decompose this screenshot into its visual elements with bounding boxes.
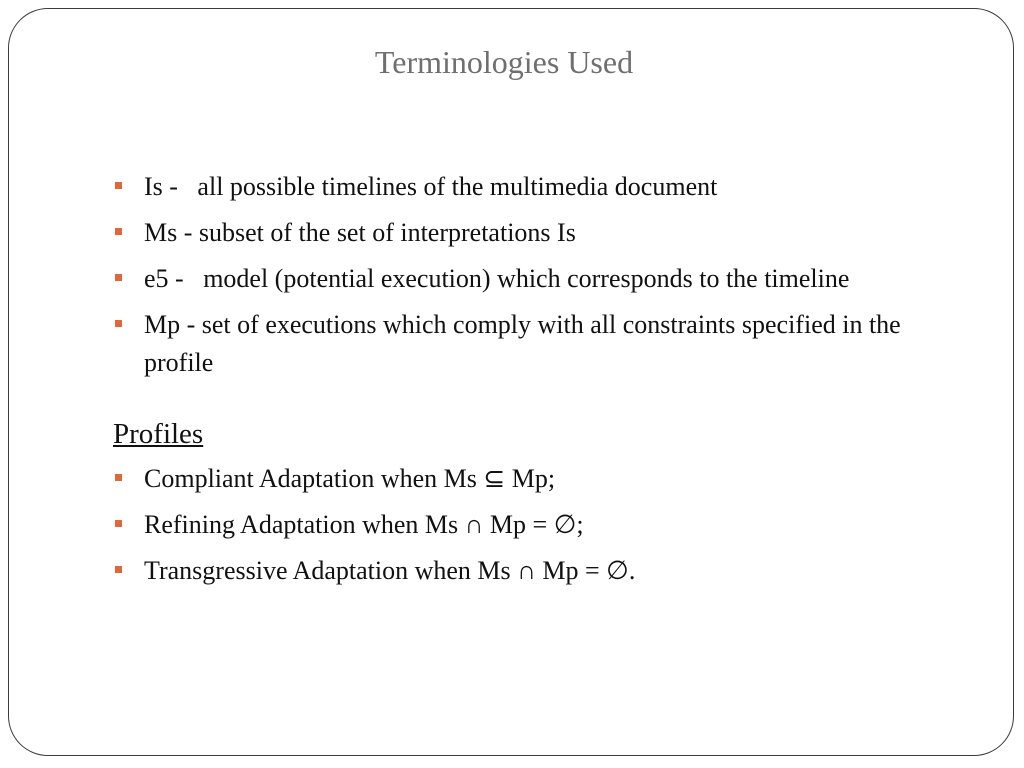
- list-item: [113, 260, 913, 298]
- square-bullet-icon: [115, 566, 122, 573]
- list-item: [113, 506, 913, 544]
- square-bullet-icon: [115, 520, 122, 527]
- profiles-list: [113, 460, 913, 590]
- list-item: [113, 552, 913, 590]
- profile-text: Refining Adaptation when Ms ∩ Mp = ∅;: [144, 510, 584, 539]
- term-text: Mp - set of executions which comply with all constraints specified in the profile: [144, 310, 901, 377]
- profile-text: Compliant Adaptation when Ms ⊆ Mp;: [144, 464, 556, 493]
- square-bullet-icon: [115, 320, 122, 327]
- profile-text: Transgressive Adaptation when Ms ∩ Mp = ∅.: [144, 556, 636, 585]
- profiles-heading: Profiles: [113, 418, 204, 450]
- term-text: Ms - subset of the set of interpretations Is: [144, 218, 576, 247]
- list-item: [113, 214, 913, 252]
- list-item: [113, 168, 913, 206]
- square-bullet-icon: [115, 274, 122, 281]
- list-item: [113, 460, 913, 498]
- square-bullet-icon: [115, 182, 122, 189]
- slide-content: [113, 168, 913, 598]
- term-text: e5 - model (potential execution) which corresponds to the timeline: [144, 264, 850, 293]
- term-text: Is - all possible timelines of the multimedia document: [144, 172, 718, 201]
- slide-title: Terminologies Used: [374, 44, 634, 80]
- list-item: [113, 306, 913, 382]
- terms-list: [113, 168, 913, 382]
- square-bullet-icon: [115, 474, 122, 481]
- square-bullet-icon: [115, 228, 122, 235]
